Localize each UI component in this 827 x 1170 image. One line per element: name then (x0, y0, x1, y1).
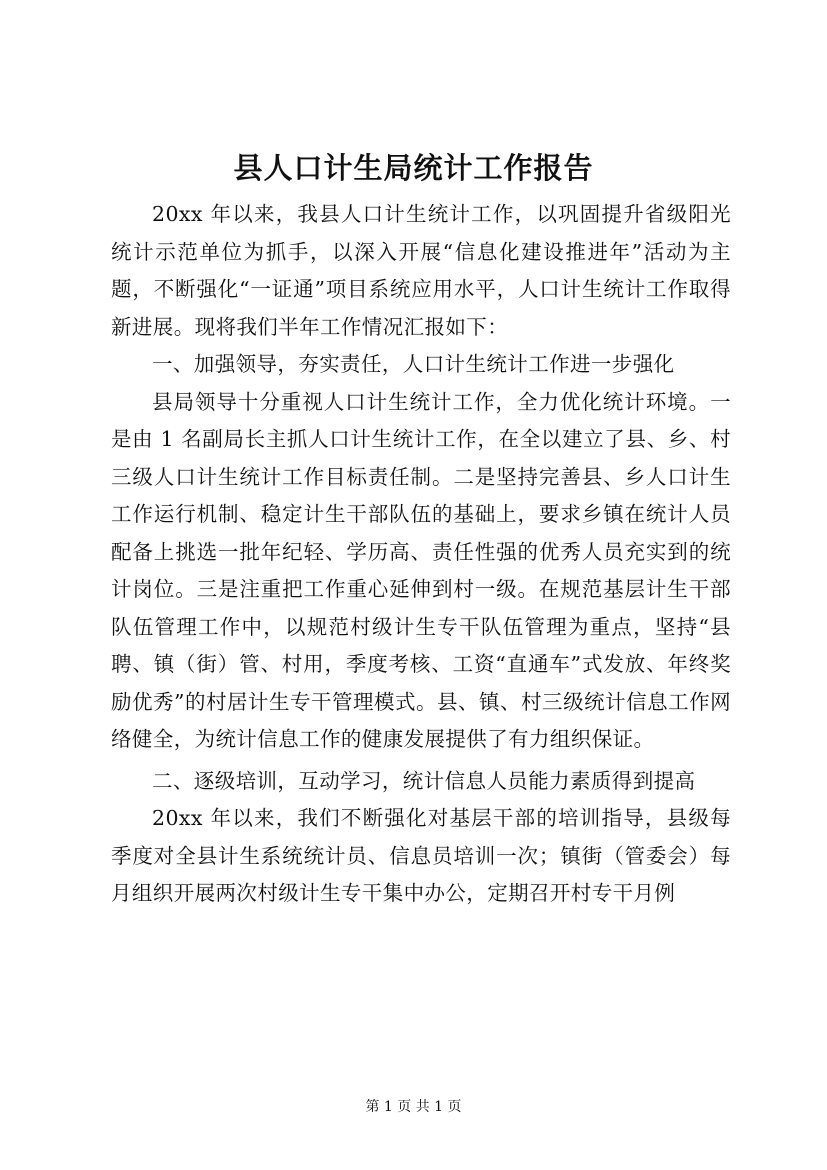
section-heading-2: 二、逐级培训，互动学习，统计信息人员能力素质得到提高 (152, 768, 696, 793)
intro-paragraph: 20xx 年以来，我县人口计生统计工作，以巩固提升省级阳光统计示范单位为抓手，以深入开展“信息化建设推进年”活动为主题，不断强化“一证通”项目系统应用水平，人口计生统计工作取得新进展。现将我们半年工作情况汇报如下： (111, 202, 731, 339)
section-1-paragraph: 县局领导十分重视人口计生统计工作，全力优化统计环境。一是由 1 名副局长主抓人口计生统计工作，在全以建立了县、乡、村三级人口计生统计工作目标责任制。二是坚持完善县、乡人口计生工作运行机制、稳定计生干部队伍的基础上，要求乡镇在统计人员配备上挑选一批年纪轻、学历高、责任性强的优秀人员充实到的统计岗位。三是注重把工作重心延伸到村一级。在规范基层计生干部队伍管理工作中，以规范村级计生专干队伍管理为重点，坚持“县聘、镇（街）管、村用，季度考核、工资“直通车”式发放、年终奖励优秀”的村居计生专干管理模式。县、镇、村三级统计信息工作网络健全，为统计信息工作的健康发展提供了有力组织保证。 (111, 389, 731, 751)
section-2-paragraph: 20xx 年以来，我们不断强化对基层干部的培训指导，县级每季度对全县计生系统统计员、信息员培训一次；镇街（管委会）每月组织开展两次村级计生专干集中办公，定期召开村专干月例 (111, 806, 731, 905)
section-heading-1: 一、加强领导，夯实责任，人口计生统计工作进一步强化 (152, 352, 675, 376)
document-body (111, 196, 731, 913)
page-footer: 第 1 页 共 1 页 (365, 1099, 462, 1115)
document-title: 县人口计生局统计工作报告 (233, 151, 594, 185)
